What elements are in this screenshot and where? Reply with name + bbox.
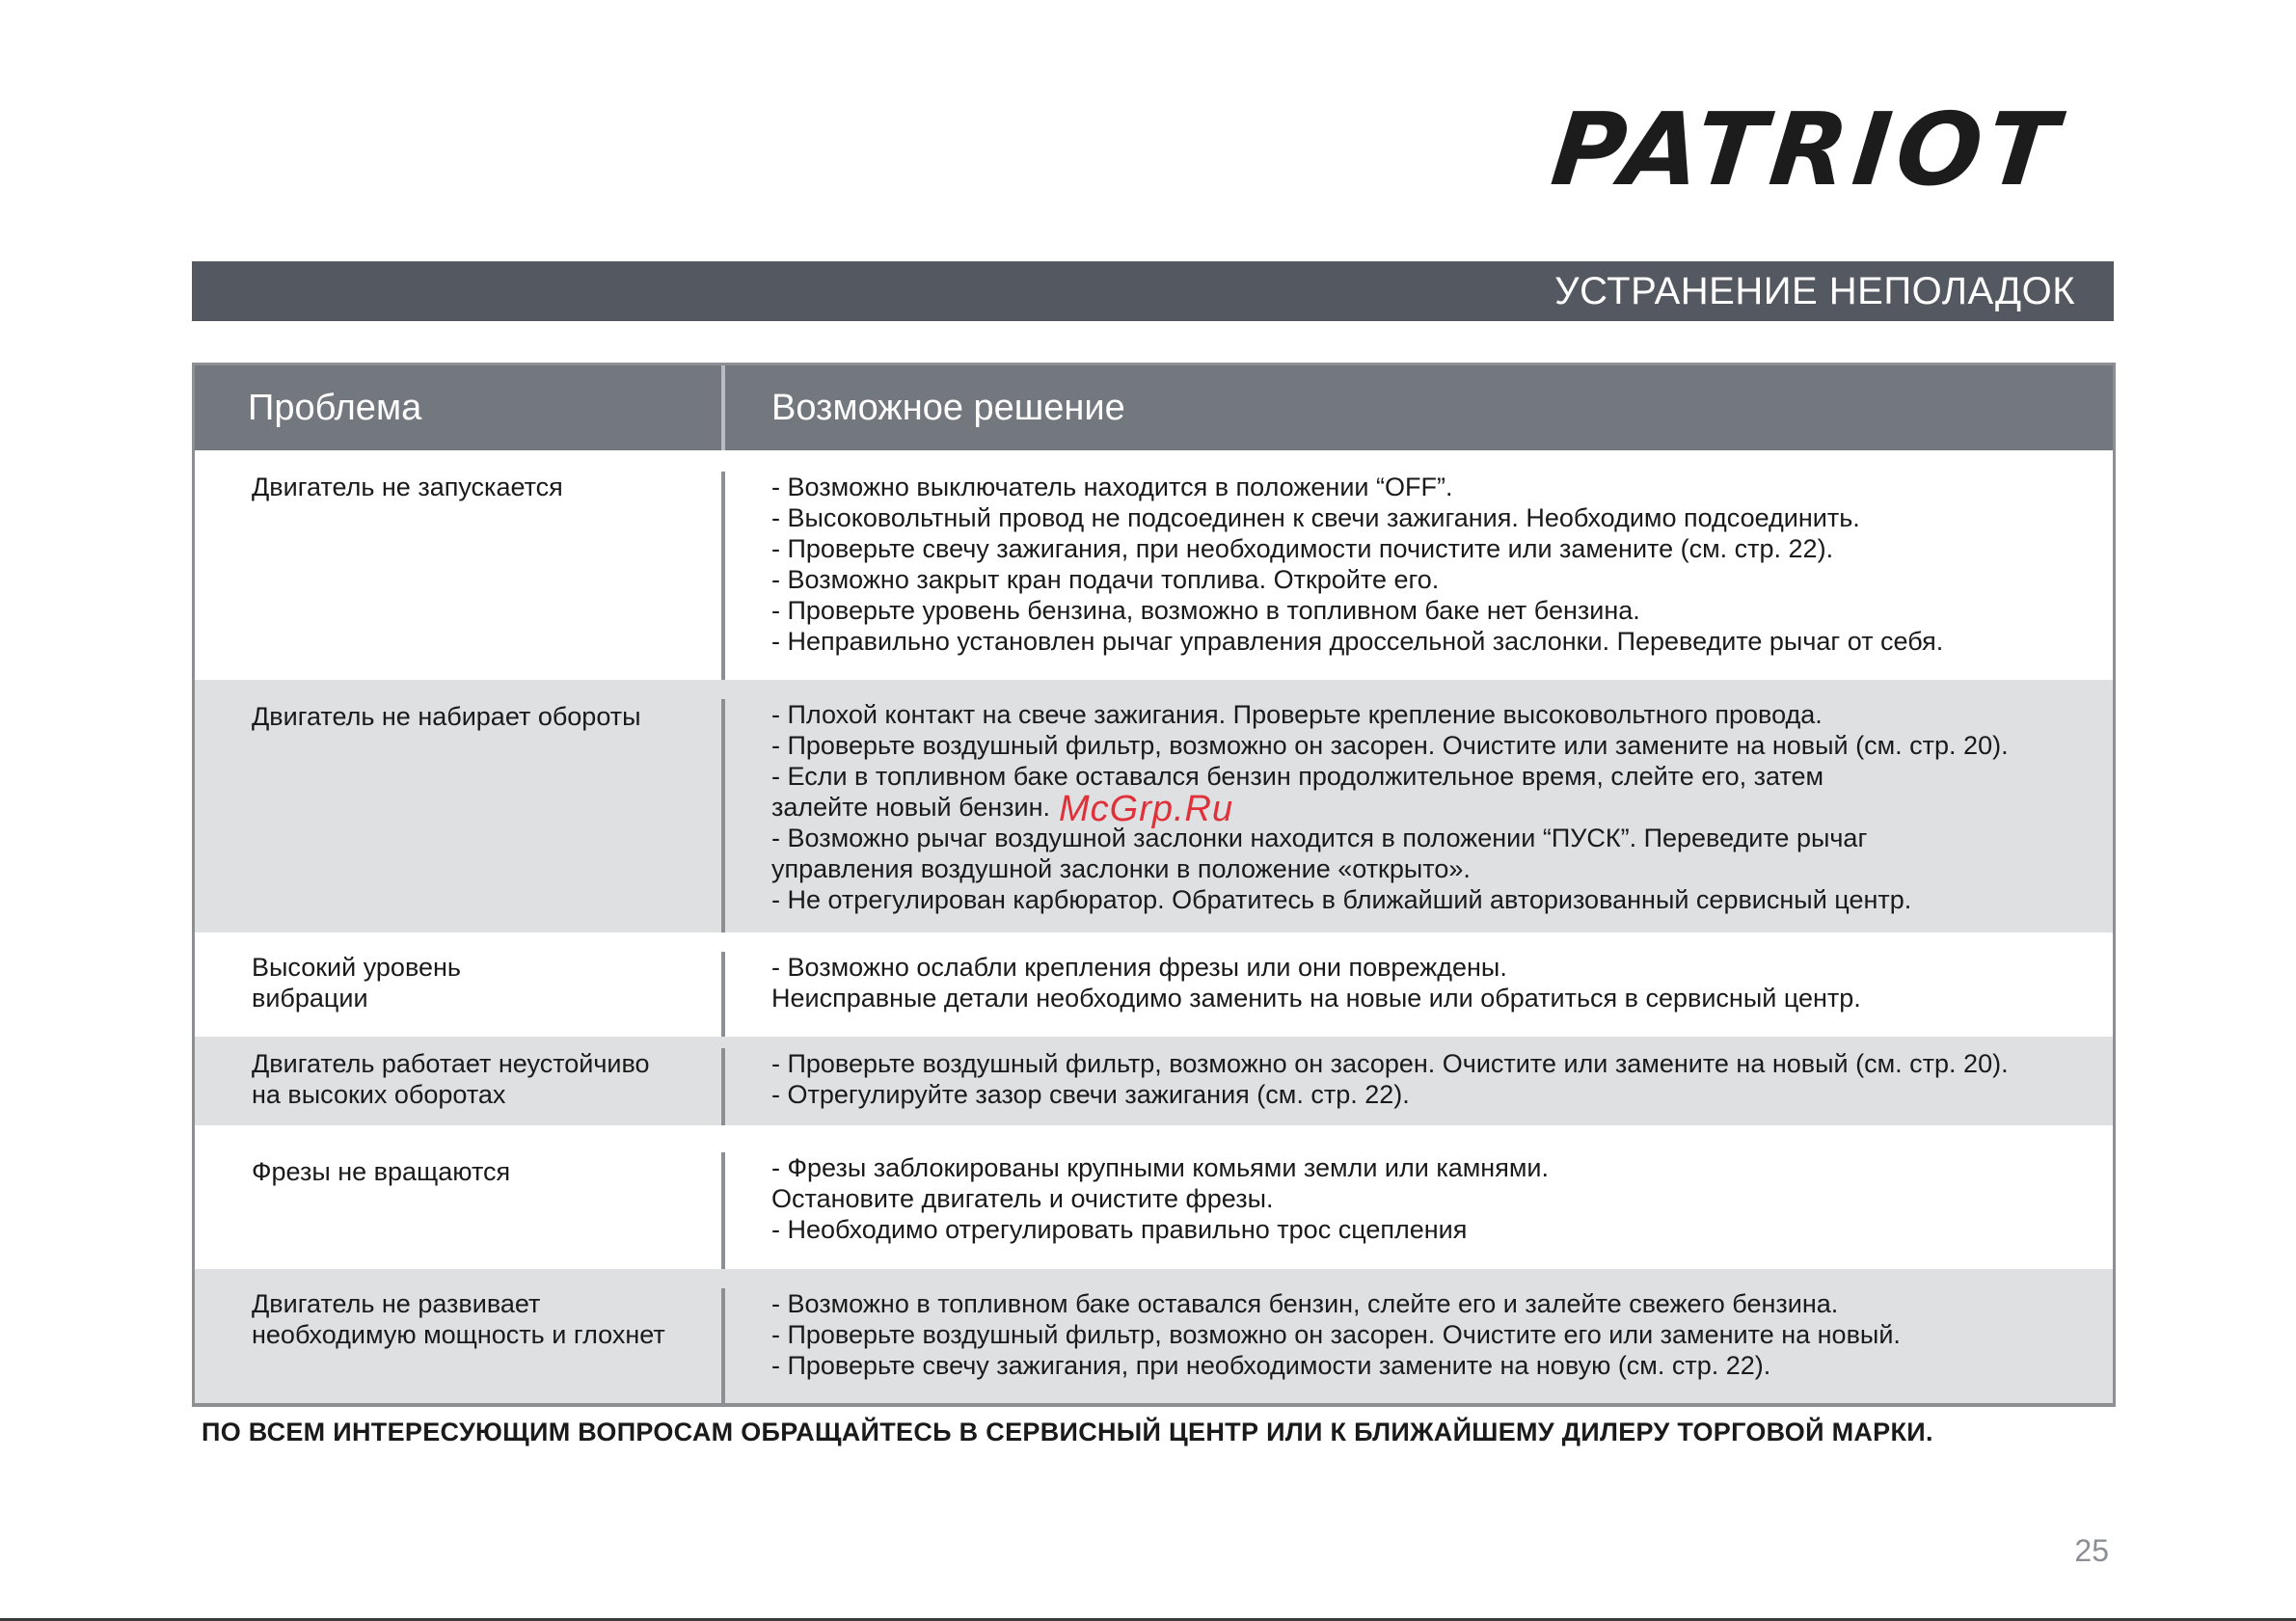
problem-cell: Двигатель не набирает обороты <box>195 699 725 932</box>
watermark: McGrp.Ru <box>1059 789 1234 829</box>
solution-cell: - Фрезы заблокированы крупными комьями земли или камнями. Остановите двигатель и очистите фрезы. - Необходимо отрегулировать правильно трос сцепления <box>771 1153 1549 1244</box>
table-header <box>195 365 2113 450</box>
problem-cell: Высокий уровень вибрации <box>195 952 725 1037</box>
solution-cell: - Проверьте воздушный фильтр, возможно он засорен. Очистите или замените на новый (см. стр. 20). - Отрегулируйте зазор свечи зажигания (см. стр. 22). <box>771 1049 2009 1109</box>
header-problem: Проблема <box>195 365 725 450</box>
troubleshooting-table <box>192 363 2116 1407</box>
table-row <box>195 450 2113 680</box>
table-row <box>195 1269 2113 1403</box>
solution-cell: - Возможно выключатель находится в положении “OFF”. - Высоковольтный провод не подсоединен к свечи зажигания. Необходимо подсоединить. - Проверьте свечу зажигания, при необходимости почистите или замените (см. стр. 22). - Возможно закрыт кран подачи топлива. Откройте его. - Проверьте уровень бензина, возможно в топливном баке нет бензина. - Неправильно установлен рычаг управления дроссельной заслонки. Переведите рычаг от себя. <box>771 473 1944 656</box>
footer-note: ПО ВСЕМ ИНТЕРЕСУЮЩИМ ВОПРОСАМ ОБРАЩАЙТЕСЬ В СЕРВИСНЫЙ ЦЕНТР ИЛИ К БЛИЖАЙШЕМУ ДИЛЕРУ ТОРГОВОЙ МАРКИ. <box>202 1418 1933 1446</box>
solution-cell: - Возможно в топливном баке оставался бензин, слейте его и залейте свежего бензина. - Проверьте воздушный фильтр, возможно он засорен. Очистите его или замените на новый. - Проверьте свечу зажигания, при необходимости замените на новую (см. стр. 22). <box>771 1289 1901 1380</box>
problem-cell: Двигатель не запускается <box>195 472 725 680</box>
solution-cell: - Возможно ослабли крепления фрезы или они повреждены. Неисправные детали необходимо заменить на новые или обратиться в сервисный центр. <box>771 953 1861 1013</box>
header-solution: Возможное решение <box>771 388 1125 428</box>
solution-cell: - Плохой контакт на свече зажигания. Проверьте крепление высоковольтного провода. - Проверьте воздушный фильтр, возможно он засорен. Очистите или замените на новый (см. стр. 20). - Если в топливном баке оставался бензин продолжительное время, слейте его, затем залейте новый бензин. - Возможно рычаг воздушной заслонки находится в положении “ПУСК”. Переведите рычаг управления воздушной заслонки в положение «открыто». - Не отрегулирован карбюратор. Обратитесь в ближайший авторизованный сервисный центр. <box>771 700 2009 914</box>
section-header-bar <box>192 261 2114 321</box>
table-row <box>195 932 2113 1037</box>
section-title: УСТРАНЕНИЕ НЕПОЛАДОК <box>1554 270 2075 312</box>
brand-logo: PATRIOT <box>1546 91 2068 208</box>
table-row <box>195 1125 2113 1269</box>
problem-cell: Двигатель не развивает необходимую мощность и глохнет <box>195 1288 725 1403</box>
problem-cell: Двигатель работает неустойчиво на высоких оборотах <box>195 1048 725 1125</box>
table-row <box>195 1037 2113 1125</box>
page-number: 25 <box>2074 1533 2109 1568</box>
problem-cell: Фрезы не вращаются <box>195 1152 725 1269</box>
